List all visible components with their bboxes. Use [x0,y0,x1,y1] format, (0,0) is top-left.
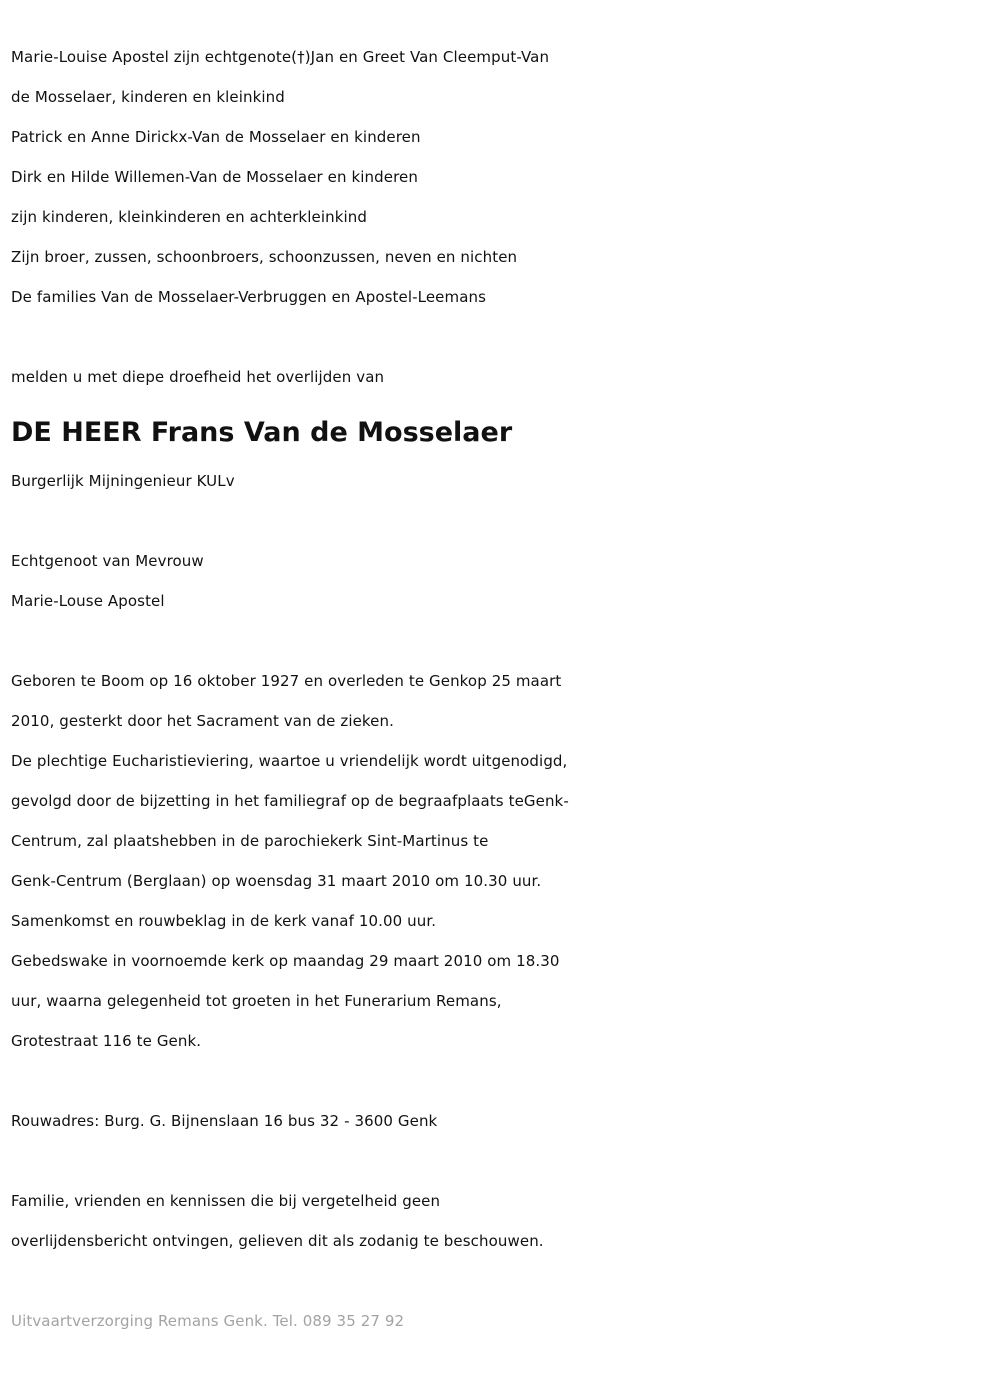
mourning-address: Rouwadres: Burg. G. Bijnenslaan 16 bus 32 - 3600 Genk [11,1112,438,1130]
deceased-name: DE HEER Frans Van de Mosselaer [11,417,513,448]
notice-line: Familie, vrienden en kennissen die bij vergetelheid geen [11,1192,441,1210]
details-line: Centrum, zal plaatshebben in de parochiekerk Sint-Martinus te [11,832,489,850]
details-line: Genk-Centrum (Berglaan) op woensdag 31 maart 2010 om 10.30 uur. [11,872,542,890]
spacer [11,1141,995,1181]
announcer-line: zijn kinderen, kleinkinderen en achterkleinkind [11,208,367,226]
details-line: Grotestraat 116 te Genk. [11,1032,202,1050]
details-line: Samenkomst en rouwbeklag in de kerk vanaf 10.00 uur. [11,912,437,930]
announcer-line: De families Van de Mosselaer-Verbruggen en Apostel-Leemans [11,288,487,306]
deceased-title: Burgerlijk Mijningenieur KULv [11,472,235,490]
details-block [11,661,995,1061]
spouse-line: Marie-Louse Apostel [11,592,165,610]
spacer [11,1061,995,1101]
announcer-line: de Mosselaer, kinderen en kleinkind [11,88,285,106]
details-line: Geboren te Boom op 16 oktober 1927 en overleden te Genkop 25 maart [11,672,562,690]
notice-line: overlijdensbericht ontvingen, gelieven dit als zodanig te beschouwen. [11,1232,544,1250]
spouse-block [11,541,995,621]
spacer [11,1261,995,1301]
details-line: De plechtige Eucharistieviering, waartoe u vriendelijk wordt uitgenodigd, [11,752,568,770]
announcers-block [11,37,995,317]
spacer [11,501,995,541]
announcer-line: Marie-Louise Apostel zijn echtgenote(†)Jan en Greet Van Cleemput-Van [11,48,550,66]
funeral-home-footer: Uitvaartverzorging Remans Genk. Tel. 089 35 27 92 [11,1312,405,1330]
announcer-line: Dirk en Hilde Willemen-Van de Mosselaer en kinderen [11,168,418,186]
intro-text: melden u met diepe droefheid het overlijden van [11,368,385,386]
spouse-line: Echtgenoot van Mevrouw [11,552,204,570]
details-line: uur, waarna gelegenheid tot groeten in het Funerarium Remans, [11,992,502,1010]
details-line: Gebedswake in voornoemde kerk op maandag 29 maart 2010 om 18.30 [11,952,560,970]
notice-block [11,1181,995,1261]
spacer [11,317,995,357]
announcer-line: Zijn broer, zussen, schoonbroers, schoonzussen, neven en nichten [11,248,518,266]
details-line: 2010, gesterkt door het Sacrament van de zieken. [11,712,394,730]
obituary-notice [11,37,995,1341]
details-line: gevolgd door de bijzetting in het familiegraf op de begraafplaats teGenk- [11,792,569,810]
spacer [11,621,995,661]
announcer-line: Patrick en Anne Dirickx-Van de Mosselaer en kinderen [11,128,421,146]
